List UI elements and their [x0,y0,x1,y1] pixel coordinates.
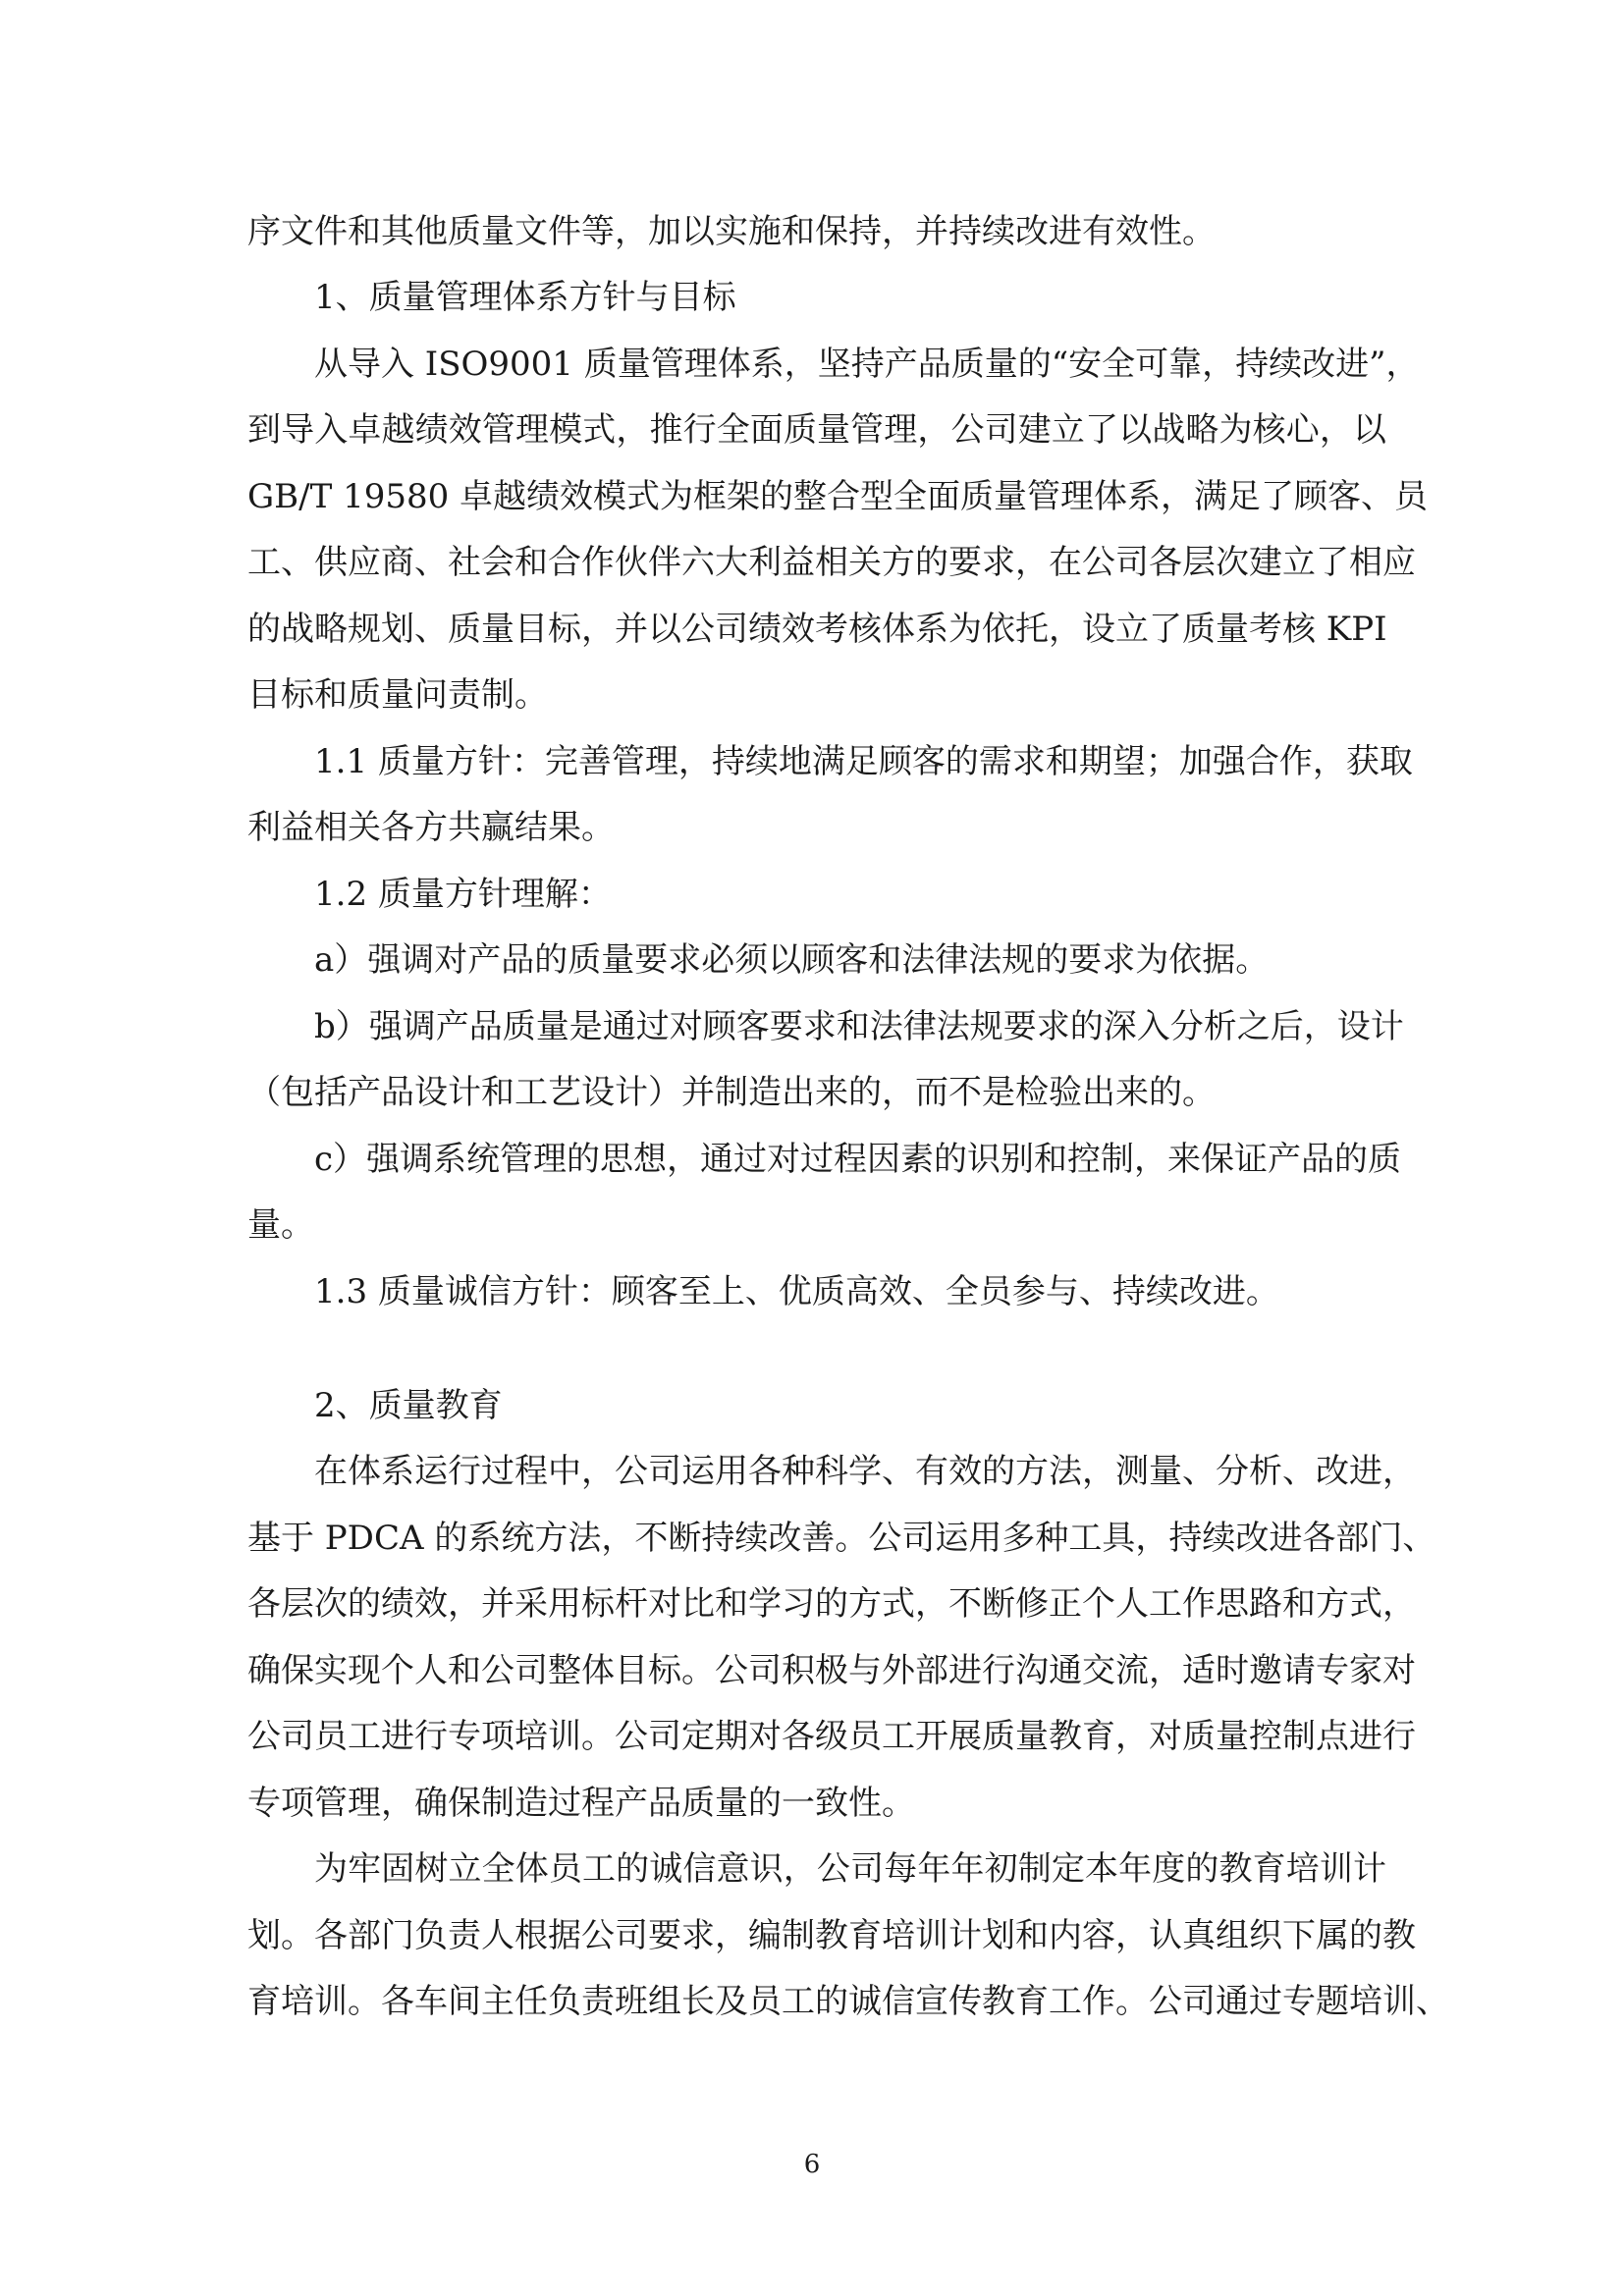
paragraph-line: 的战略规划、质量目标，并以公司绩效考核体系为依托，设立了质量考核 KPI [247,610,1387,649]
paragraph-line: 基于 PDCA 的系统方法，不断持续改善。公司运用多种工具，持续改进各部门、 [247,1519,1436,1558]
paragraph-line: 在体系运行过程中，公司运用各种科学、有效的方法，测量、分析、改进， [314,1452,1416,1491]
paragraph-line: 利益相关各方共赢结果。 [247,808,615,847]
paragraph-line: 1.1 质量方针：完善管理，持续地满足顾客的需求和期望；加强合作，获取 [314,742,1413,781]
list-item-continuation: （包括产品设计和工艺设计）并制造出来的，而不是检验出来的。 [247,1073,1216,1112]
paragraph-line: 序文件和其他质量文件等，加以实施和保持，并持续改进有效性。 [247,212,1216,251]
page-number: 6 [803,2150,821,2179]
paragraph-line: 工、供应商、社会和合作伙伴六大利益相关方的要求，在公司各层次建立了相应 [247,543,1416,582]
list-item: b）强调产品质量是通过对顾客要求和法律法规要求的深入分析之后，设计 [314,1007,1404,1046]
paragraph-line: GB/T 19580 卓越绩效模式为框架的整合型全面质量管理体系，满足了顾客、员 [247,477,1429,516]
paragraph-line: 划。各部门负责人根据公司要求，编制教育培训计划和内容，认真组织下属的教 [247,1916,1416,1955]
paragraph-line: 1.2 质量方针理解： [314,875,612,914]
section-heading-quality-policy: 1、质量管理体系方针与目标 [314,278,736,317]
paragraph-line: 各层次的绩效，并采用标杆对比和学习的方式，不断修正个人工作思路和方式， [247,1584,1416,1624]
paragraph-line: 确保实现个人和公司整体目标。公司积极与外部进行沟通交流，适时邀请专家对 [247,1651,1416,1690]
list-item-continuation: 量。 [247,1205,314,1245]
paragraph-line: 专项管理，确保制造过程产品质量的一致性。 [247,1784,915,1823]
paragraph-line: 1.3 质量诚信方针：顾客至上、优质高效、全员参与、持续改进。 [314,1272,1279,1311]
paragraph-line: 为牢固树立全体员工的诚信意识，公司每年年初制定本年度的教育培训计 [314,1849,1386,1889]
section-heading-quality-education: 2、质量教育 [314,1386,503,1425]
paragraph-line: 从导入 ISO9001 质量管理体系，坚持产品质量的“安全可靠，持续改进”， [314,345,1420,384]
paragraph-line: 育培训。各车间主任负责班组长及员工的诚信宣传教育工作。公司通过专题培训、 [247,1982,1449,2021]
list-item: a）强调对产品的质量要求必须以顾客和法律法规的要求为依据。 [314,940,1270,980]
list-item: c）强调系统管理的思想，通过对过程因素的识别和控制，来保证产品的质 [314,1140,1402,1179]
paragraph-line: 公司员工进行专项培训。公司定期对各级员工开展质量教育，对质量控制点进行 [247,1717,1416,1756]
paragraph-line: 目标和质量问责制。 [247,675,548,715]
paragraph-line: 到导入卓越绩效管理模式，推行全面质量管理，公司建立了以战略为核心，以 [247,410,1386,450]
